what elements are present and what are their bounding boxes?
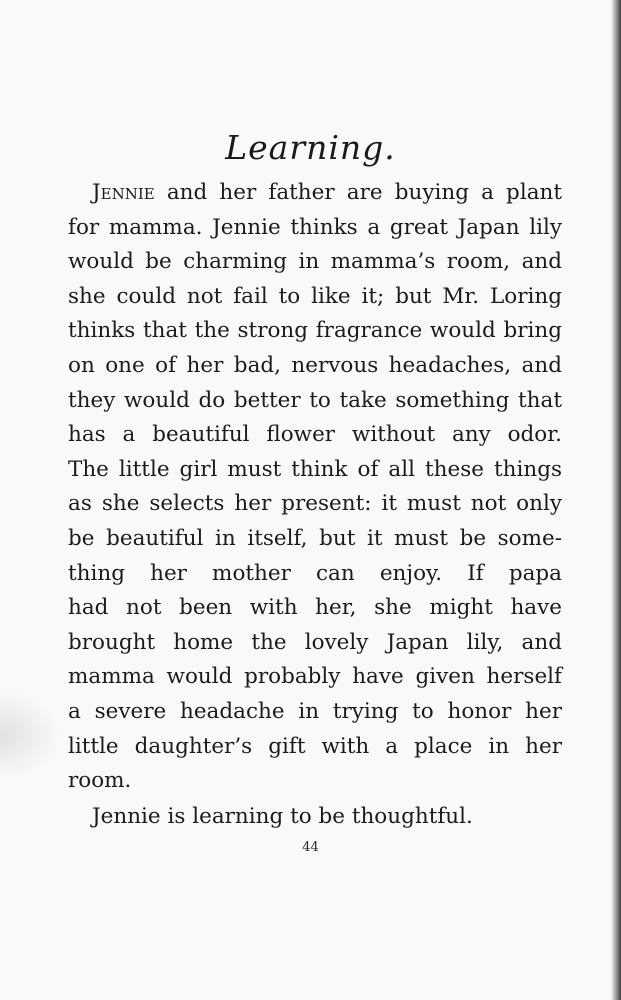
paragraph-1 xyxy=(68,176,562,799)
text-line: a severe headache in trying to honor her xyxy=(68,698,562,724)
scan-smudge xyxy=(0,690,60,780)
text-line: had not been with her, she might have xyxy=(68,595,562,621)
text-line: has a beautiful flower without any odor. xyxy=(68,422,562,448)
paragraph-2: Jennie is learning to be thoughtful. xyxy=(92,804,473,829)
page-title: Learning. xyxy=(225,128,396,167)
text-line xyxy=(68,176,562,211)
text-line: they would do better to take something that xyxy=(68,387,562,413)
text-line: be beautiful in itself, but it must be some- xyxy=(68,525,562,551)
first-line-rest: and her father are buying a plant xyxy=(154,180,562,205)
text-line: The little girl must think of all these things xyxy=(68,456,562,482)
text-line: she could not fail to like it; but Mr. Loring xyxy=(68,283,562,309)
text-line: room. xyxy=(68,768,132,794)
text-line: little daughter’s gift with a place in her xyxy=(68,733,562,759)
text-line: thing her mother can enjoy. If papa xyxy=(68,560,562,586)
text-line: for mamma. Jennie thinks a great Japan lily xyxy=(68,214,562,240)
text-line: mamma would probably have given herself xyxy=(68,664,562,690)
drop-word: Jennie xyxy=(92,180,155,205)
text-line: as she selects her present: it must not only xyxy=(68,491,562,517)
text-line: on one of her bad, nervous headaches, and xyxy=(68,352,562,378)
text-line: thinks that the strong fragrance would bring xyxy=(68,318,562,344)
text-line: brought home the lovely Japan lily, and xyxy=(68,629,562,655)
page-number: 44 xyxy=(302,840,319,855)
text-line: would be charming in mamma’s room, and xyxy=(68,249,562,275)
